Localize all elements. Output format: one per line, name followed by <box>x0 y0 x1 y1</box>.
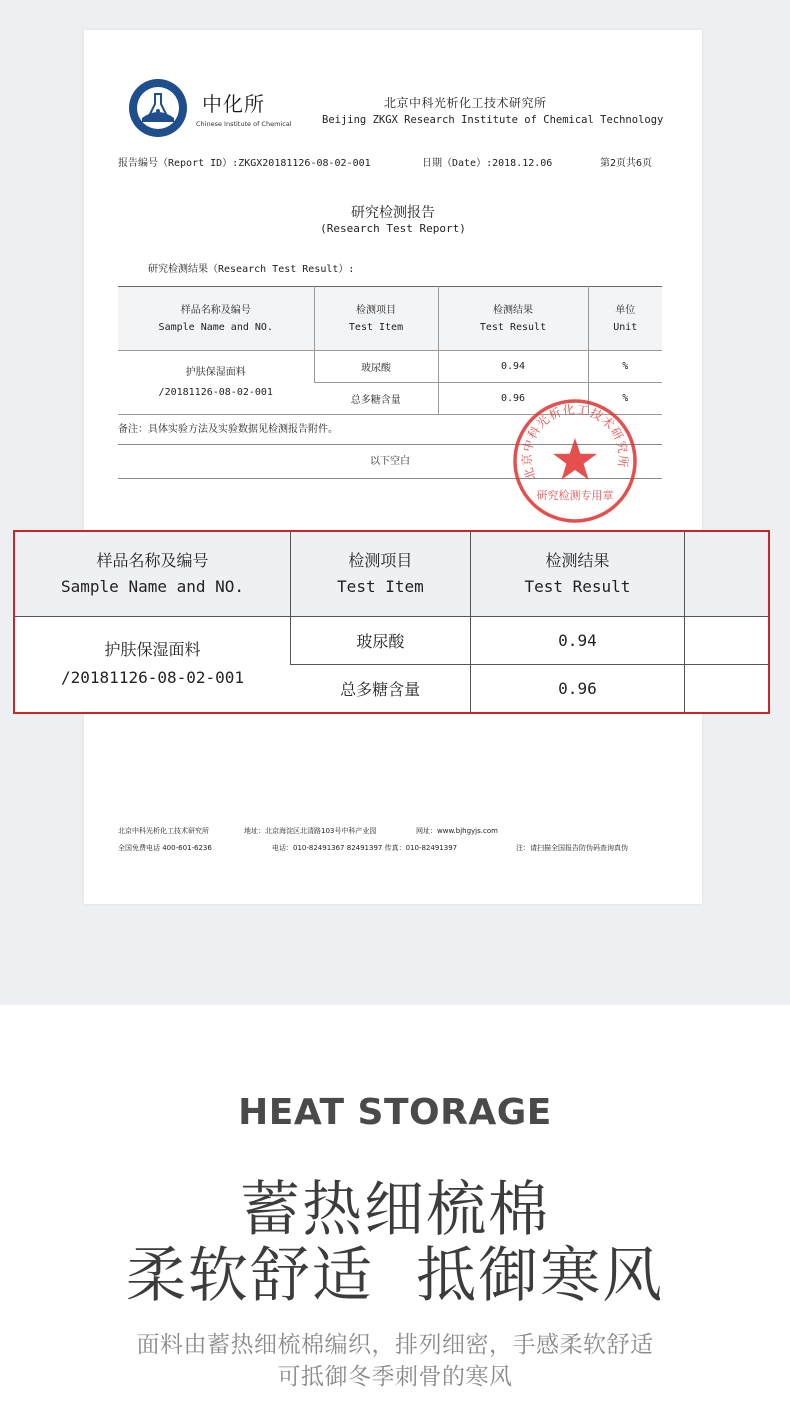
footer-institute: 北京中科光析化工技术研究所 <box>118 827 209 835</box>
headline-line-2: 柔软舒适 抵御寒风 <box>125 1241 665 1311</box>
table-row <box>15 617 768 665</box>
report-title-en: (Research Test Report) <box>320 222 466 235</box>
header-sample: 样品名称及编号 Sample Name and NO. <box>15 532 291 617</box>
report-page-number: 第2页共6页 <box>600 158 653 169</box>
report-id: 报告编号（Report ID）:ZKGX20181126-08-02-001 <box>118 158 371 169</box>
zoomed-result-table <box>15 532 768 713</box>
test-result-cell: 0.96 <box>438 383 588 415</box>
test-result-cell: 0.94 <box>470 617 684 665</box>
blank-below-text: 以下空白 <box>118 446 662 479</box>
table-header-row <box>118 287 662 351</box>
institute-name-cn: 北京中科光析化工技术研究所 <box>384 96 547 110</box>
test-result-cell: 0.96 <box>470 665 684 713</box>
test-result-cell: 0.94 <box>438 351 588 383</box>
table-header-row <box>15 532 768 617</box>
highlight-zoom-box <box>13 530 770 714</box>
header-result: 检测结果 Test Result <box>470 532 684 617</box>
institute-logo-icon <box>128 78 188 138</box>
official-seal-icon <box>510 396 640 526</box>
seal-bottom-text: 研究检测专用章 <box>536 489 614 502</box>
section-heading-en: HEAT STORAGE <box>238 1092 552 1133</box>
institute-name-en: Beijing ZKGX Research Institute of Chemical Technology <box>322 114 664 126</box>
description-line-2: 可抵御冬季刺骨的寒风 <box>277 1364 513 1390</box>
footer-website: 网址：www.bjhgyjs.com <box>416 827 498 835</box>
description-line-1: 面料由蓄热细梳棉编织，排列细密，手感柔软舒适 <box>136 1332 654 1358</box>
footer-address: 地址：北京海淀区北清路103号中科产业园 <box>244 827 377 835</box>
unit-cell-cropped <box>685 617 768 665</box>
header-unit-cropped <box>685 532 768 617</box>
footer-phone-fax: 电话：010-82491367 82491397 传真：010-82491397 <box>272 844 458 852</box>
report-note: 备注：具体实验方法及实验数据见检测报告附件。 <box>118 414 662 445</box>
test-item-cell: 玻尿酸 <box>291 617 471 665</box>
seal-ring-text: 北京中科光析化工技术研究所 <box>519 402 631 482</box>
headline-line-1: 蓄热细梳棉 <box>240 1175 550 1245</box>
test-item-cell: 总多糖含量 <box>314 383 438 415</box>
logo-name-cn: 中化所 <box>202 92 265 116</box>
footer-hotline: 全国免费电话 400-601-6236 <box>118 844 212 852</box>
table-row <box>118 351 662 383</box>
report-page <box>84 30 702 904</box>
sample-cell: 护肤保湿面料 /20181126-08-02-001 <box>118 351 314 415</box>
header-unit: 单位 Unit <box>588 287 662 351</box>
report-title-cn: 研究检测报告 <box>351 205 435 221</box>
report-date: 日期（Date）:2018.12.06 <box>422 158 553 169</box>
header-sample: 样品名称及编号 Sample Name and NO. <box>118 287 314 351</box>
result-label: 研究检测结果（Research Test Result）: <box>148 264 355 275</box>
footer-verify-note: 注：请扫描全国报告防伪码查询真伪 <box>516 844 628 852</box>
unit-cell: % <box>588 383 662 415</box>
unit-cell-cropped <box>685 665 768 713</box>
header-item: 检测项目 Test Item <box>314 287 438 351</box>
test-item-cell: 玻尿酸 <box>314 351 438 383</box>
header-item: 检测项目 Test Item <box>291 532 471 617</box>
logo-name-en: Chinese Institute of Chemical <box>196 120 292 128</box>
unit-cell: % <box>588 351 662 383</box>
sample-cell: 护肤保湿面料 /20181126-08-02-001 <box>15 617 291 713</box>
header-result: 检测结果 Test Result <box>438 287 588 351</box>
test-item-cell: 总多糖含量 <box>340 680 421 699</box>
